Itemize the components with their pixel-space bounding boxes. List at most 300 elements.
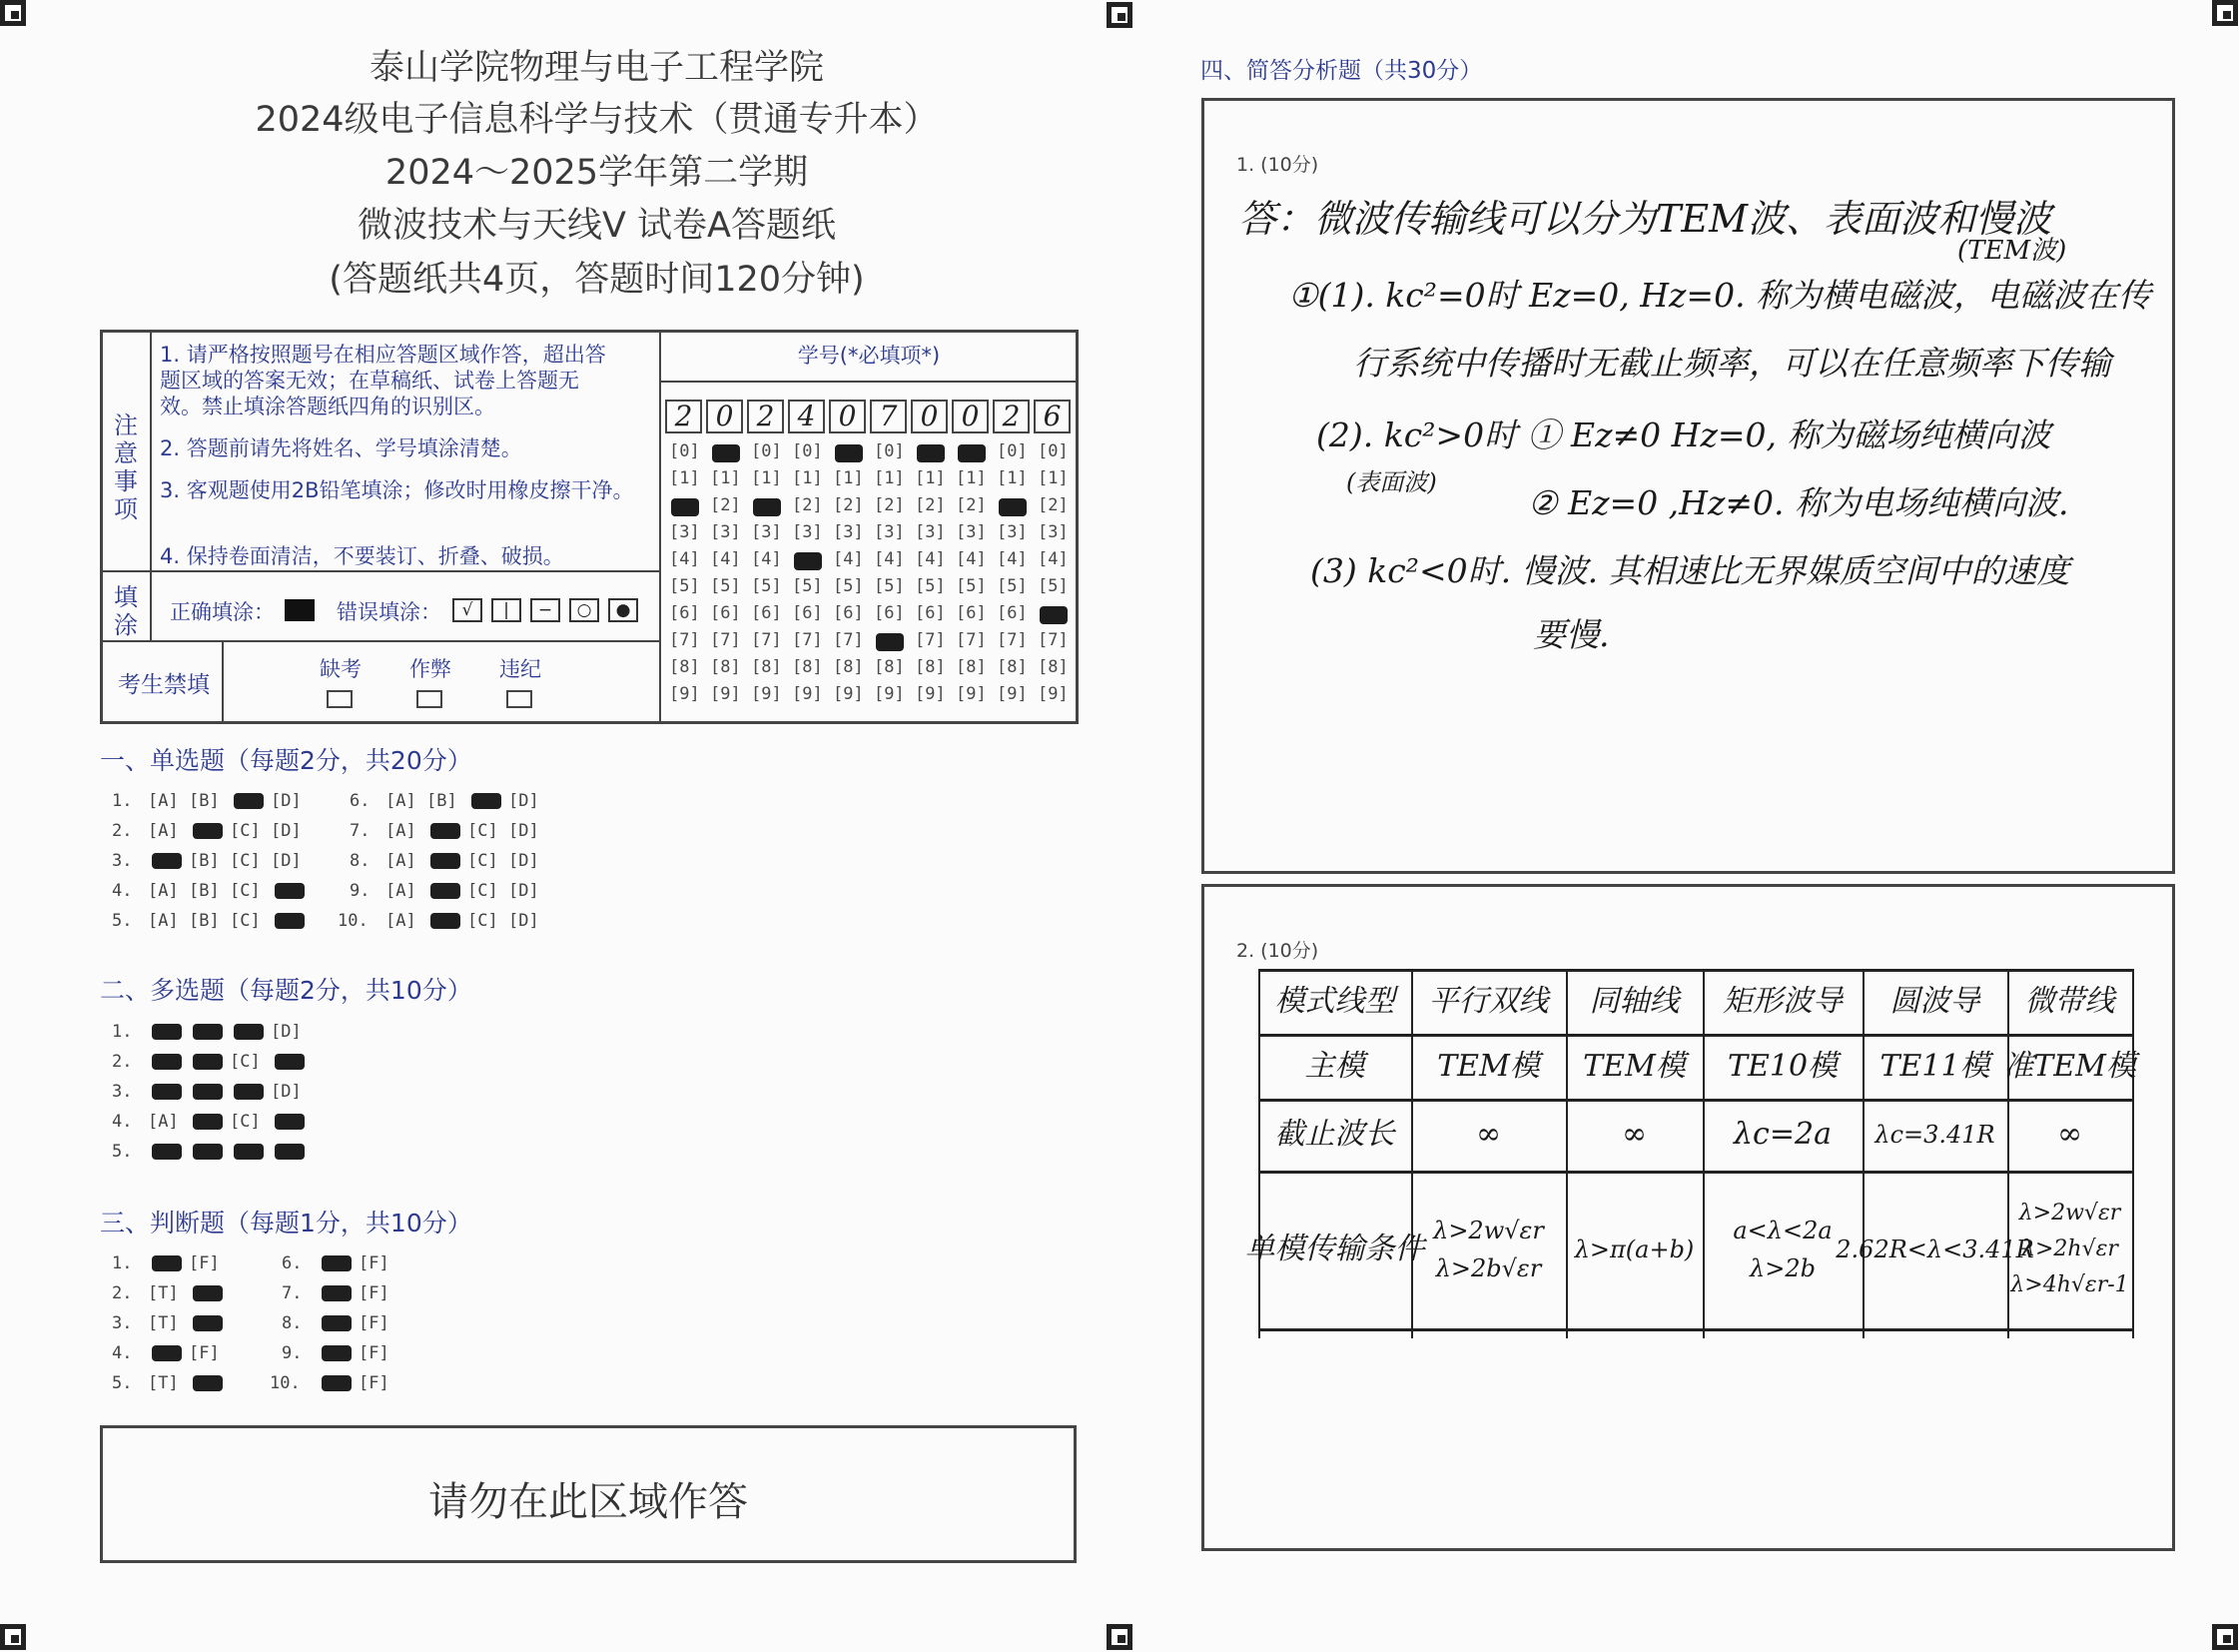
student-id-bubble[interactable]: [9] — [956, 684, 987, 704]
student-id-bubble[interactable]: [5] — [1038, 576, 1069, 596]
student-id-bubble-filled[interactable] — [753, 498, 781, 516]
student-id-bubble[interactable]: [1] — [1038, 468, 1069, 488]
no-answer-zone-text: 请勿在此区域作答 — [428, 1479, 748, 1525]
table-header-cell — [2007, 969, 2132, 1034]
forbid-option-label: 违纪 — [499, 657, 541, 681]
table-cell-line: λ>2w√εr — [1433, 1217, 1544, 1244]
q1-line-5: ② Ez=0 ,Hz≠0. 称为电场纯横向波. — [1528, 483, 2069, 522]
student-id-digit: 0 — [706, 400, 743, 433]
student-id-bubble[interactable]: [8] — [874, 657, 905, 677]
answer-bubble-filled[interactable] — [152, 1144, 182, 1160]
answer-bubble[interactable]: [C] — [467, 881, 498, 901]
question-number: 7. — [282, 1283, 303, 1303]
student-id-bubble[interactable]: [8] — [956, 657, 987, 677]
student-id-bubble[interactable]: [9] — [997, 684, 1028, 704]
student-id-bubble[interactable]: [5] — [669, 576, 700, 596]
student-id-bubble[interactable]: [9] — [669, 684, 700, 704]
student-id-bubble[interactable]: [4] — [751, 549, 782, 569]
student-id-bubble[interactable]: [5] — [915, 576, 946, 596]
student-id-bubble[interactable]: [8] — [1038, 657, 1069, 677]
table-cell-line: λ>2w√εr — [2018, 1201, 2121, 1226]
answer-bubble-filled[interactable] — [275, 913, 305, 929]
answer-bubble-filled[interactable] — [234, 1144, 264, 1160]
student-id-bubble[interactable]: [3] — [833, 522, 864, 542]
student-id-bubble[interactable]: [8] — [669, 657, 700, 677]
student-id-digit: 2 — [665, 400, 702, 433]
wrong-fill-sample: ● — [608, 598, 638, 622]
question-number: 2. — [112, 1283, 133, 1303]
student-id-bubble[interactable]: [5] — [751, 576, 782, 596]
question-number: 8. — [282, 1313, 303, 1333]
student-id-digit: 7 — [870, 400, 907, 433]
answer-bubble[interactable]: [A] — [148, 821, 179, 841]
wrong-fill-sample: √ — [452, 598, 482, 622]
answer-bubble-filled[interactable] — [193, 1114, 223, 1130]
student-id-bubble[interactable]: [1] — [751, 468, 782, 488]
notice-label: 注 意 事 项 — [114, 412, 138, 523]
q1-line-7: 要慢. — [1533, 615, 1610, 654]
table-header-cell — [1863, 969, 2007, 1034]
question-number: 6. — [282, 1253, 303, 1273]
answer-bubble-filled[interactable] — [322, 1255, 352, 1271]
student-id-bubble[interactable]: [9] — [751, 684, 782, 704]
student-id-bubble-filled[interactable] — [1040, 606, 1068, 624]
student-id-bubble[interactable]: [5] — [833, 576, 864, 596]
answer-bubble-filled[interactable] — [322, 1285, 352, 1301]
table-header-cell — [1703, 969, 1863, 1034]
student-id-bubble[interactable]: [6] — [751, 603, 782, 623]
student-id-bubble[interactable]: [2] — [710, 495, 741, 515]
answer-bubble-filled[interactable] — [152, 1084, 182, 1100]
student-id-bubble[interactable]: [7] — [792, 630, 823, 650]
table-cell-line: 单模传输条件 — [1244, 1232, 1425, 1266]
student-id-bubble-filled[interactable] — [794, 552, 822, 570]
question-number: 5. — [112, 911, 133, 931]
answer-bubble[interactable]: [T] — [148, 1313, 179, 1333]
forbid-option-checkbox[interactable] — [416, 690, 442, 708]
answer-bubble-filled[interactable] — [234, 793, 264, 809]
student-id-bubble[interactable]: [4] — [833, 549, 864, 569]
answer-bubble[interactable]: [C] — [230, 881, 261, 901]
school-title: 泰山学院物理与电子工程学院 — [369, 48, 824, 88]
table-cell — [1566, 1171, 1703, 1328]
table-cell-line: λ>4h√εr-1 — [2010, 1272, 2129, 1297]
corner-mark-bottom-middle — [1107, 1624, 1132, 1650]
answer-bubble-filled[interactable] — [275, 1114, 305, 1130]
table-cell — [2007, 1099, 2132, 1171]
answer-bubble[interactable]: [D] — [508, 791, 539, 811]
wrong-fill-label: 错误填涂： — [337, 600, 441, 624]
student-id-bubble[interactable]: [8] — [833, 657, 864, 677]
question-number: 5. — [112, 1142, 133, 1162]
student-id-bubble[interactable]: [6] — [792, 603, 823, 623]
answer-bubble[interactable]: [C] — [230, 911, 261, 931]
table-cell — [1411, 1099, 1566, 1171]
answer-bubble[interactable]: [C] — [467, 851, 498, 871]
table-cell-line: 模式线型 — [1274, 983, 1395, 1019]
q1-line-1: 答：微波传输线可以分为TEM波、表面波和慢波 — [1238, 197, 2051, 241]
corner-mark-top-middle — [1107, 2, 1132, 28]
student-id-bubble[interactable]: [4] — [915, 549, 946, 569]
student-id-bubble[interactable]: [6] — [874, 603, 905, 623]
table-cell-line: ∞ — [1476, 1117, 1501, 1152]
corner-mark-bottom-left — [0, 1624, 26, 1650]
table-cell-line: ∞ — [1622, 1117, 1647, 1152]
student-id-bubble[interactable]: [2] — [915, 495, 946, 515]
answer-bubble[interactable]: [A] — [385, 881, 416, 901]
table-cell-line: 圆波导 — [1889, 983, 1980, 1019]
q1-line-2: ①(1). kc²=0时 Ez=0, Hz=0. 称为横电磁波，电磁波在传 — [1288, 276, 2152, 315]
student-id-bubble[interactable]: [1] — [997, 468, 1028, 488]
table-cell — [1566, 1034, 1703, 1099]
answer-bubble-filled[interactable] — [193, 1084, 223, 1100]
student-id-bubble[interactable]: [4] — [956, 549, 987, 569]
q1-line-surface: (表面波) — [1346, 468, 1437, 496]
answer-bubble[interactable]: [F] — [359, 1253, 389, 1273]
answer-bubble-filled[interactable] — [193, 1054, 223, 1070]
student-id-bubble[interactable]: [2] — [792, 495, 823, 515]
table-cell — [1863, 1034, 2007, 1099]
student-id-bubble[interactable]: [1] — [956, 468, 987, 488]
student-id-bubble[interactable]: [8] — [751, 657, 782, 677]
question-number: 5. — [112, 1373, 133, 1393]
student-id-digit: 0 — [911, 400, 948, 433]
answer-bubble-filled[interactable] — [430, 913, 460, 929]
answer-bubble[interactable]: [A] — [148, 881, 179, 901]
forbid-option-label: 作弊 — [409, 657, 451, 681]
student-id-bubble[interactable]: [9] — [710, 684, 741, 704]
table-cell — [1258, 1034, 1411, 1099]
student-id-bubble[interactable]: [1] — [915, 468, 946, 488]
answer-bubble[interactable]: [F] — [359, 1283, 389, 1303]
answer-bubble-filled[interactable] — [152, 1054, 182, 1070]
student-id-bubble[interactable]: [2] — [833, 495, 864, 515]
answer-bubble[interactable]: [B] — [189, 851, 220, 871]
student-id-bubble[interactable]: [0] — [751, 441, 782, 461]
student-id-bubble[interactable]: [5] — [956, 576, 987, 596]
student-id-bubble[interactable]: [8] — [710, 657, 741, 677]
student-id-bubble[interactable]: [8] — [997, 657, 1028, 677]
corner-mark-top-right — [2212, 0, 2238, 26]
table-cell-line: 矩形波导 — [1723, 983, 1843, 1019]
student-id-digit: 2 — [993, 400, 1030, 433]
table-cell — [1863, 1099, 2007, 1171]
answer-bubble[interactable]: [A] — [148, 1112, 179, 1132]
answer-bubble-filled[interactable] — [193, 1024, 223, 1040]
student-id-bubble[interactable]: [7] — [669, 630, 700, 650]
table-cell-line: 平行双线 — [1428, 983, 1549, 1019]
q1-line-4: (2). kc²>0时 ① Ez≠0 Hz=0, 称为磁场纯横向波 — [1316, 415, 2051, 454]
student-id-bubble[interactable]: [6] — [710, 603, 741, 623]
question-number: 9. — [282, 1343, 303, 1363]
table-cell-line: λ>2b√εr — [1435, 1254, 1542, 1282]
student-id-bubble[interactable]: [2] — [874, 495, 905, 515]
answer-bubble[interactable]: [D] — [271, 851, 302, 871]
student-id-bubble[interactable]: [1] — [710, 468, 741, 488]
student-id-bubble[interactable]: [1] — [833, 468, 864, 488]
student-id-bubble[interactable]: [3] — [997, 522, 1028, 542]
table-header-cell — [1411, 969, 1566, 1034]
q2-label: 2. (10分) — [1236, 940, 1319, 962]
question-number: 4. — [112, 1112, 133, 1132]
table-cell — [1258, 1099, 1411, 1171]
exam-info: (答题纸共4页，答题时间120分钟) — [329, 260, 865, 300]
correct-fill-sample — [285, 599, 315, 621]
table-cell — [2007, 1171, 2132, 1328]
student-id-bubble[interactable]: [4] — [710, 549, 741, 569]
student-id-bubble[interactable]: [4] — [997, 549, 1028, 569]
table-header-cell — [1258, 969, 1411, 1034]
student-id-digit: 2 — [747, 400, 784, 433]
section2-title: 二、多选题（每题2分，共10分） — [100, 976, 472, 1005]
student-id-bubble[interactable]: [8] — [915, 657, 946, 677]
answer-bubble[interactable]: [F] — [189, 1343, 220, 1363]
student-id-bubble[interactable]: [9] — [874, 684, 905, 704]
answer-bubble-filled[interactable] — [152, 1345, 182, 1361]
student-id-bubble[interactable]: [6] — [956, 603, 987, 623]
student-id-bubble[interactable]: [9] — [792, 684, 823, 704]
table-cell-line: a<λ<2a — [1733, 1217, 1833, 1244]
student-id-bubble[interactable]: [7] — [1038, 630, 1069, 650]
question-number: 7. — [350, 821, 371, 841]
notice-item-4: 4. 保持卷面清洁，不要装订、折叠、破损。 — [160, 544, 564, 568]
answer-bubble[interactable]: [D] — [271, 821, 302, 841]
term-title: 2024～2025学年第二学期 — [384, 153, 809, 193]
answer-bubble-filled[interactable] — [430, 883, 460, 899]
table-cell-line: TEM模 — [1583, 1048, 1686, 1084]
answer-bubble[interactable]: [D] — [508, 911, 539, 931]
student-id-bubble[interactable]: [4] — [874, 549, 905, 569]
section3-title: 三、判断题（每题1分，共10分） — [100, 1209, 472, 1238]
wrong-fill-sample: ○ — [569, 598, 599, 622]
question-number: 4. — [112, 881, 133, 901]
student-id-bubble[interactable]: [7] — [915, 630, 946, 650]
answer-bubble-filled[interactable] — [193, 823, 223, 839]
answer-bubble[interactable]: [A] — [148, 791, 179, 811]
table-cell — [1411, 1034, 1566, 1099]
student-id-bubble-filled[interactable] — [999, 498, 1027, 516]
student-id-bubble[interactable]: [5] — [997, 576, 1028, 596]
student-id-digit: 0 — [952, 400, 989, 433]
question-number: 2. — [112, 1052, 133, 1072]
table-cell-line: λ>2b — [1750, 1254, 1816, 1282]
student-id-label: 学号(*必填项*) — [797, 344, 941, 368]
question-number: 10. — [338, 911, 369, 931]
student-id-bubble[interactable]: [6] — [997, 603, 1028, 623]
answer-bubble[interactable]: [B] — [189, 881, 220, 901]
student-id-bubble[interactable]: [3] — [1038, 522, 1069, 542]
student-id-bubble[interactable]: [3] — [956, 522, 987, 542]
answer-bubble-filled[interactable] — [322, 1315, 352, 1331]
student-id-bubble[interactable]: [8] — [792, 657, 823, 677]
answer-bubble[interactable]: [A] — [385, 911, 416, 931]
student-id-bubble-filled[interactable] — [917, 444, 945, 462]
answer-bubble[interactable]: [F] — [359, 1313, 389, 1333]
table-cell-line: λc=3.41R — [1874, 1121, 1995, 1149]
student-id-bubble-filled[interactable] — [835, 444, 863, 462]
student-id-bubble[interactable]: [1] — [669, 468, 700, 488]
forbid-option-checkbox[interactable] — [506, 690, 532, 708]
q1-line-tem: (TEM波) — [1957, 236, 2067, 266]
section1-title: 一、单选题（每题2分，共20分） — [100, 746, 472, 775]
question-number: 1. — [112, 1253, 133, 1273]
corner-mark-top-left — [0, 0, 26, 26]
question-number: 8. — [350, 851, 371, 871]
student-id-bubble[interactable]: [3] — [669, 522, 700, 542]
student-id-bubble-filled[interactable] — [712, 444, 740, 462]
student-id-bubble[interactable]: [5] — [710, 576, 741, 596]
answer-bubble-filled[interactable] — [234, 1084, 264, 1100]
table-cell — [1244, 1171, 1425, 1328]
answer-bubble[interactable]: [A] — [385, 791, 416, 811]
answer-bubble[interactable]: [D] — [508, 821, 539, 841]
answer-bubble[interactable]: [C] — [467, 821, 498, 841]
program-title: 2024级电子信息科学与技术（贯通专升本） — [255, 100, 939, 140]
student-id-bubble[interactable]: [0] — [792, 441, 823, 461]
forbid-option-checkbox[interactable] — [327, 690, 353, 708]
table-cell-line: 主模 — [1304, 1048, 1365, 1084]
student-id-bubble[interactable]: [3] — [751, 522, 782, 542]
student-id-bubble[interactable]: [4] — [1038, 549, 1069, 569]
question-number: 1. — [112, 1022, 133, 1042]
answer-bubble[interactable]: [D] — [271, 1082, 302, 1102]
answer-bubble[interactable]: [B] — [426, 791, 457, 811]
table-cell-line: ∞ — [2057, 1117, 2082, 1152]
student-id-bubble[interactable]: [0] — [997, 441, 1028, 461]
table-cell-line: 准TEM模 — [2003, 1048, 2136, 1084]
student-id-digit: 0 — [829, 400, 866, 433]
section4-title: 四、简答分析题（共30分） — [1200, 58, 1483, 84]
student-id-bubble-filled[interactable] — [876, 633, 904, 651]
student-id-bubble-filled[interactable] — [958, 444, 986, 462]
answer-bubble-filled[interactable] — [430, 853, 460, 869]
answer-bubble[interactable]: [B] — [189, 791, 220, 811]
notice-item-1: 1. 请严格按照题号在相应答题区域作答，超出答题区域的答案无效；在草稿纸、试卷上答题无效。禁止填涂答题纸四角的识别区。 — [160, 343, 606, 418]
table-cell — [1836, 1171, 2034, 1328]
answer-bubble-filled[interactable] — [234, 1024, 264, 1040]
student-id-bubble[interactable]: [9] — [833, 684, 864, 704]
answer-bubble[interactable]: [D] — [508, 881, 539, 901]
student-id-digit: 6 — [1034, 400, 1071, 433]
student-id-bubble[interactable]: [7] — [710, 630, 741, 650]
table-cell-line: λ>π(a+b) — [1574, 1236, 1695, 1263]
answer-bubble-filled[interactable] — [275, 1144, 305, 1160]
table-cell-line: 截止波长 — [1274, 1117, 1395, 1152]
answer-bubble[interactable]: [D] — [271, 1022, 302, 1042]
table-cell-line: 2.62R<λ<3.41R — [1836, 1236, 2034, 1263]
answer-bubble-filled[interactable] — [471, 793, 501, 809]
student-id-bubble[interactable]: [7] — [833, 630, 864, 650]
student-id-bubble[interactable]: [2] — [956, 495, 987, 515]
answer-bubble[interactable]: [C] — [467, 911, 498, 931]
table-cell-line: TE10模 — [1727, 1048, 1839, 1084]
answer-bubble-filled[interactable] — [193, 1285, 223, 1301]
student-id-bubble[interactable]: [6] — [833, 603, 864, 623]
answer-bubble[interactable]: [F] — [359, 1373, 389, 1393]
student-id-bubble[interactable]: [3] — [792, 522, 823, 542]
table-cell — [2003, 1034, 2136, 1099]
answer-bubble[interactable]: [A] — [385, 851, 416, 871]
question-number: 1. — [112, 791, 133, 811]
question-number: 3. — [112, 851, 133, 871]
forbid-option-label: 缺考 — [320, 657, 362, 681]
fill-label: 填涂 — [114, 583, 138, 639]
notice-item-3: 3. 客观题使用2B铅笔填涂；修改时用橡皮擦干净。 — [160, 478, 634, 502]
wrong-fill-sample: − — [530, 598, 560, 622]
answer-bubble[interactable]: [A] — [148, 911, 179, 931]
student-id-bubble[interactable]: [7] — [997, 630, 1028, 650]
answer-bubble[interactable]: [C] — [230, 851, 261, 871]
student-id-bubble[interactable]: [9] — [915, 684, 946, 704]
student-id-bubble[interactable]: [3] — [710, 522, 741, 542]
student-id-bubble[interactable]: [1] — [792, 468, 823, 488]
answer-bubble[interactable]: [A] — [385, 821, 416, 841]
answer-bubble[interactable]: [B] — [189, 911, 220, 931]
exam-title: 微波技术与天线Ⅴ 试卷A答题纸 — [357, 206, 836, 246]
student-id-bubble[interactable]: [1] — [874, 468, 905, 488]
answer-bubble[interactable]: [C] — [230, 1052, 261, 1072]
answer-bubble[interactable]: [D] — [271, 791, 302, 811]
notice-item-2: 2. 答题前请先将姓名、学号填涂清楚。 — [160, 436, 522, 460]
answer-bubble-filled[interactable] — [193, 1375, 223, 1391]
answer-bubble-filled[interactable] — [430, 823, 460, 839]
answer-bubble[interactable]: [D] — [508, 851, 539, 871]
student-id-bubble[interactable]: [5] — [792, 576, 823, 596]
student-id-bubble[interactable]: [0] — [669, 441, 700, 461]
table-cell — [1411, 1171, 1566, 1328]
answer-bubble-filled[interactable] — [322, 1345, 352, 1361]
wrong-fill-sample: | — [491, 598, 521, 622]
answer-bubble[interactable]: [F] — [359, 1343, 389, 1363]
answer-bubble-filled[interactable] — [152, 853, 182, 869]
answer-bubble-filled[interactable] — [322, 1375, 352, 1391]
table-cell — [1566, 1099, 1703, 1171]
table-cell — [1703, 1034, 1863, 1099]
student-id-bubble[interactable]: [5] — [874, 576, 905, 596]
student-id-bubble[interactable]: [7] — [956, 630, 987, 650]
table-cell-line: λ>2h√εr — [2021, 1237, 2118, 1261]
student-id-bubble[interactable]: [9] — [1038, 684, 1069, 704]
student-id-bubble[interactable]: [4] — [669, 549, 700, 569]
student-id-bubble[interactable]: [3] — [874, 522, 905, 542]
student-id-digit: 4 — [788, 400, 825, 433]
answer-bubble-filled[interactable] — [275, 883, 305, 899]
question-number: 3. — [112, 1082, 133, 1102]
answer-bubble-filled[interactable] — [193, 1315, 223, 1331]
answer-bubble[interactable]: [T] — [148, 1283, 179, 1303]
student-id-bubble-filled[interactable] — [671, 498, 699, 516]
student-id-bubble[interactable]: [6] — [669, 603, 700, 623]
question-number: 4. — [112, 1343, 133, 1363]
student-id-bubble[interactable]: [7] — [751, 630, 782, 650]
answer-bubble[interactable]: [C] — [230, 1112, 261, 1132]
answer-bubble[interactable]: [F] — [189, 1253, 220, 1273]
q1-line-3: 行系统中传播时无截止频率，可以在任意频率下传输 — [1353, 344, 2111, 383]
answer-bubble-filled[interactable] — [152, 1024, 182, 1040]
answer-bubble-filled[interactable] — [152, 1255, 182, 1271]
answer-bubble[interactable]: [T] — [148, 1373, 179, 1393]
q1-line-6: (3) kc²<0时. 慢波. 其相速比无界媒质空间中的速度 — [1310, 551, 2070, 590]
answer-bubble-filled[interactable] — [275, 1054, 305, 1070]
student-id-bubble[interactable]: [2] — [1038, 495, 1069, 515]
student-id-bubble[interactable]: [6] — [915, 603, 946, 623]
student-id-bubble[interactable]: [0] — [1038, 441, 1069, 461]
answer-bubble-filled[interactable] — [193, 1144, 223, 1160]
answer-bubble[interactable]: [C] — [230, 821, 261, 841]
question-number: 9. — [350, 881, 371, 901]
student-id-bubble[interactable]: [0] — [874, 441, 905, 461]
student-id-bubble[interactable]: [3] — [915, 522, 946, 542]
